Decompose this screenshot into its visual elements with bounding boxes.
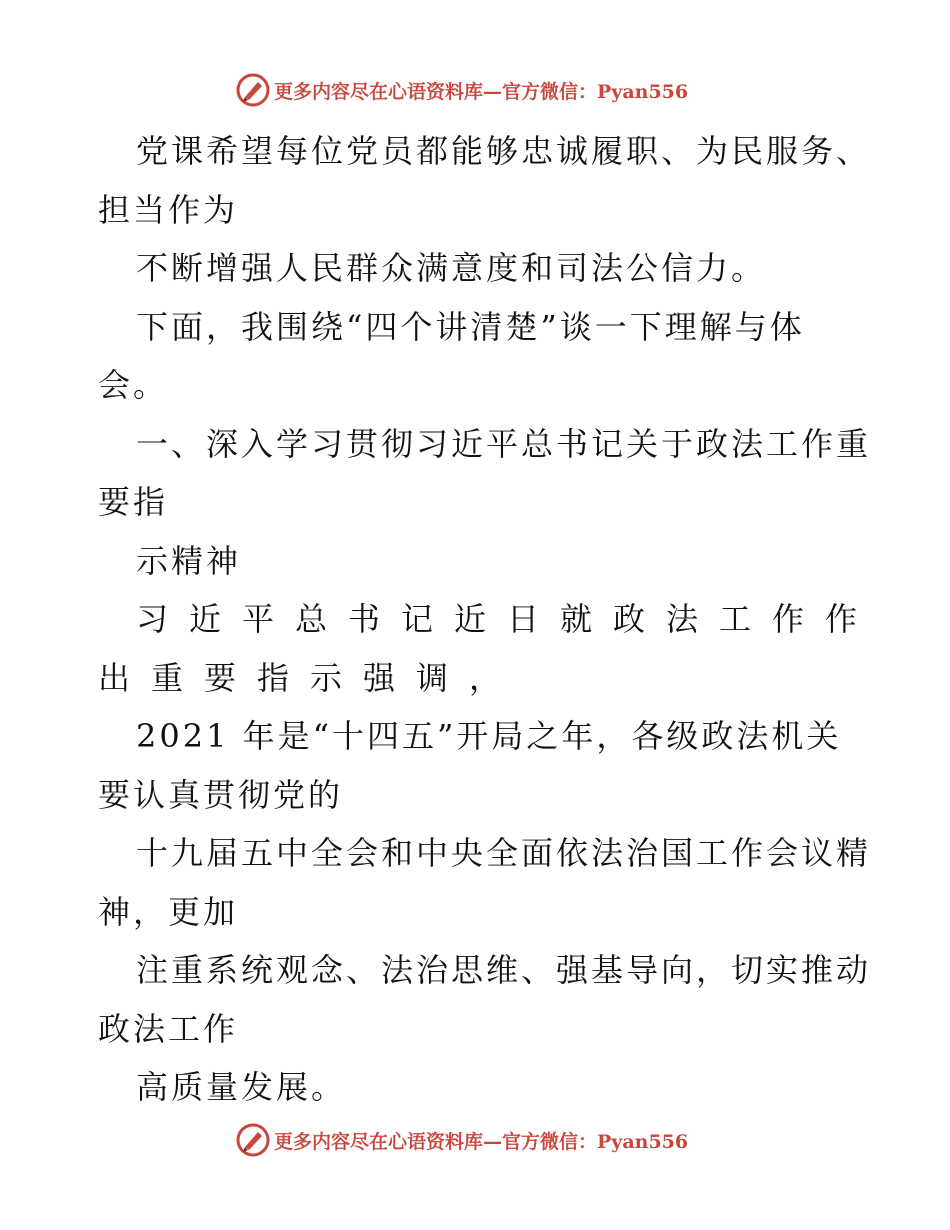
- section-heading: 要指: [98, 483, 169, 521]
- paragraph-line: 担当作为: [98, 190, 239, 229]
- paragraph-line: 习近平总书记近日就政法工作作: [136, 600, 879, 638]
- watermark-text: 更多内容尽在心语资料库—官方微信：Pyan556: [274, 80, 689, 103]
- header-watermark: [236, 73, 688, 107]
- paragraph-line: 要认真贯彻党的: [98, 775, 344, 814]
- section-heading: 示精神: [136, 541, 242, 580]
- paragraph-line: 会。: [98, 366, 169, 404]
- footer-watermark: [236, 1123, 688, 1157]
- document-body: [98, 122, 879, 1117]
- section-heading: 一、深入学习贯彻习近平总书记关于政法工作重: [136, 424, 872, 463]
- watermark-text: 更多内容尽在心语资料库—官方微信：Pyan556: [274, 1130, 689, 1153]
- paragraph-line: 十九届五中全会和中央全面依法治国工作会议精: [136, 834, 872, 872]
- paragraph-line: 政法工作: [98, 1009, 239, 1048]
- paragraph-line: 党课希望每位党员都能够忠诚履职、为民服务、: [136, 132, 872, 170]
- paragraph-line: 不断增强人民群众满意度和司法公信力。: [136, 249, 767, 287]
- pen-circle-logo-icon: [236, 73, 270, 107]
- pen-circle-logo-icon: [236, 1123, 270, 1157]
- paragraph-line: 神，更加: [98, 892, 239, 931]
- paragraph-line: 高质量发展。: [136, 1068, 347, 1106]
- paragraph-line: 下面，我围绕“四个讲清楚”谈一下理解与体: [136, 307, 805, 346]
- paragraph-line: 注重系统观念、法治思维、强基导向，切实推动: [136, 951, 872, 989]
- paragraph-line: 出重要指示强调，: [98, 658, 523, 697]
- paragraph-line: 2021 年是“十四五”开局之年，各级政法机关: [136, 717, 842, 755]
